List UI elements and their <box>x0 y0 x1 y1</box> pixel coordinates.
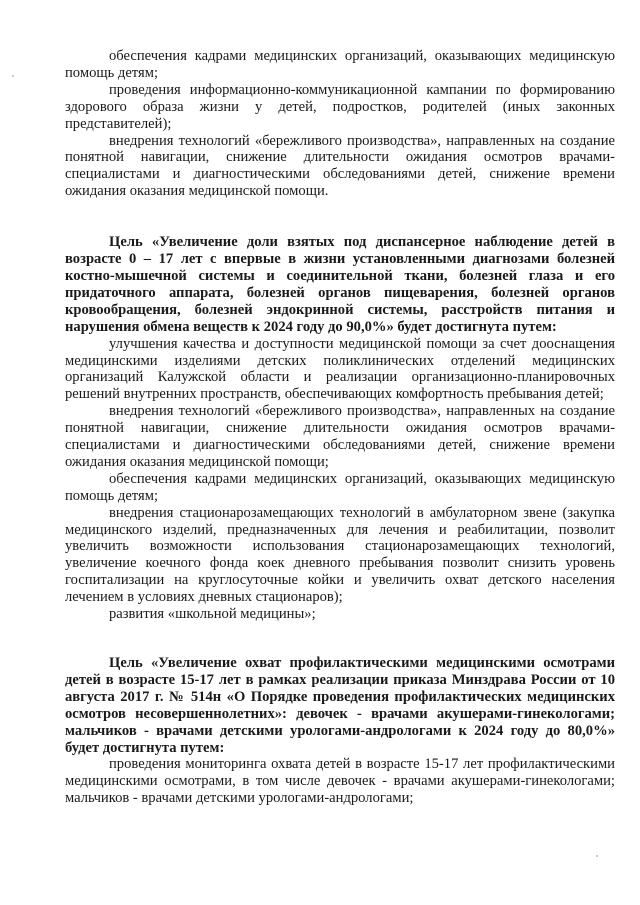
paragraph: обеспечения кадрами медицинских организаций, оказывающих медицинскую помощь детям; <box>65 48 615 81</box>
paragraph: обеспечения кадрами медицинских организаций, оказывающих медицинскую помощь детям; <box>65 470 615 504</box>
document-body <box>65 48 615 807</box>
section-spacer <box>65 200 615 234</box>
scan-artifact <box>12 75 14 77</box>
scan-artifact <box>596 855 598 857</box>
paragraph: развития «школьной медицины»; <box>109 606 316 623</box>
paragraph: улучшения качества и доступности медицинской помощи за счет дооснащения медицинскими изделиями детских поликлинических отделений медицинских организаций Калужской области и реализации организационно-планировочных решений внутренних пространств, обеспечивающих комфортность пребывания детей; <box>65 335 615 403</box>
goal-heading: Цель «Увеличение доли взятых под диспансерное наблюдение детей в возрасте 0 – 17 лет с впервые в жизни установленными диагнозами болезней костно-мышечной системы и соединительной ткани, болезней глаза и его придаточного аппарата, болезней органов пищеварения, болезней органов кровообращения, болезней эндокринной системы, расстройств питания и нарушения обмена веществ к 2024 году до 90,0%» будет достигнута путем: <box>65 234 615 335</box>
paragraph: внедрения технологий «бережливого производства», направленных на создание понятной навигации, снижение длительности ожидания осмотров врачами-специалистами и диагностическими обследованиями детей, снижение времени ожидания оказания медицинской помощи; <box>65 403 615 470</box>
paragraph: проведения мониторинга охвата детей в возрасте 15-17 лет профилактическими медицинскими осмотрами, в том числе девочек - врачами акушерами-гинекологами; мальчиков - врачами детскими урологами-андрологами; <box>65 756 615 807</box>
paragraph: проведения информационно-коммуникационной кампании по формированию здорового образа жизни у детей, подростков, родителей (иных законных представителей); <box>65 81 615 132</box>
paragraph: внедрения стационарозамещающих технологий в амбулаторном звене (закупка медицинского изделий, предназначенных для лечения и реабилитации, позволит увеличить возможности использования стационарозамещающих технологий, увеличение коечного фонда коек дневного пребывания позволит снизить уровень госпитализации на круглосуточные койки и увеличить охват детского населения лечением в условиях дневных стационаров); <box>65 504 615 606</box>
paragraph: внедрения технологий «бережливого производства», направленных на создание понятной навигации, снижение длительности ожидания осмотров врачами-специалистами и диагностическими обследованиями детей, снижение времени ожидания оказания медицинской помощи. <box>65 132 615 200</box>
section-spacer <box>65 623 615 655</box>
goal-heading: Цель «Увеличение охват профилактическими медицинскими осмотрами детей в возрасте 15-17 лет в рамках реализации приказа Минздрава России от 10 августа 2017 г. № 514н «О Порядке проведения профилактических медицинских осмотров несовершеннолетних»: девочек - врачами акушерами-гинекологами; мальчиков - врачами детскими урологами-андрологами к 2024 году до 80,0%» будет достигнута путем: <box>65 655 615 756</box>
